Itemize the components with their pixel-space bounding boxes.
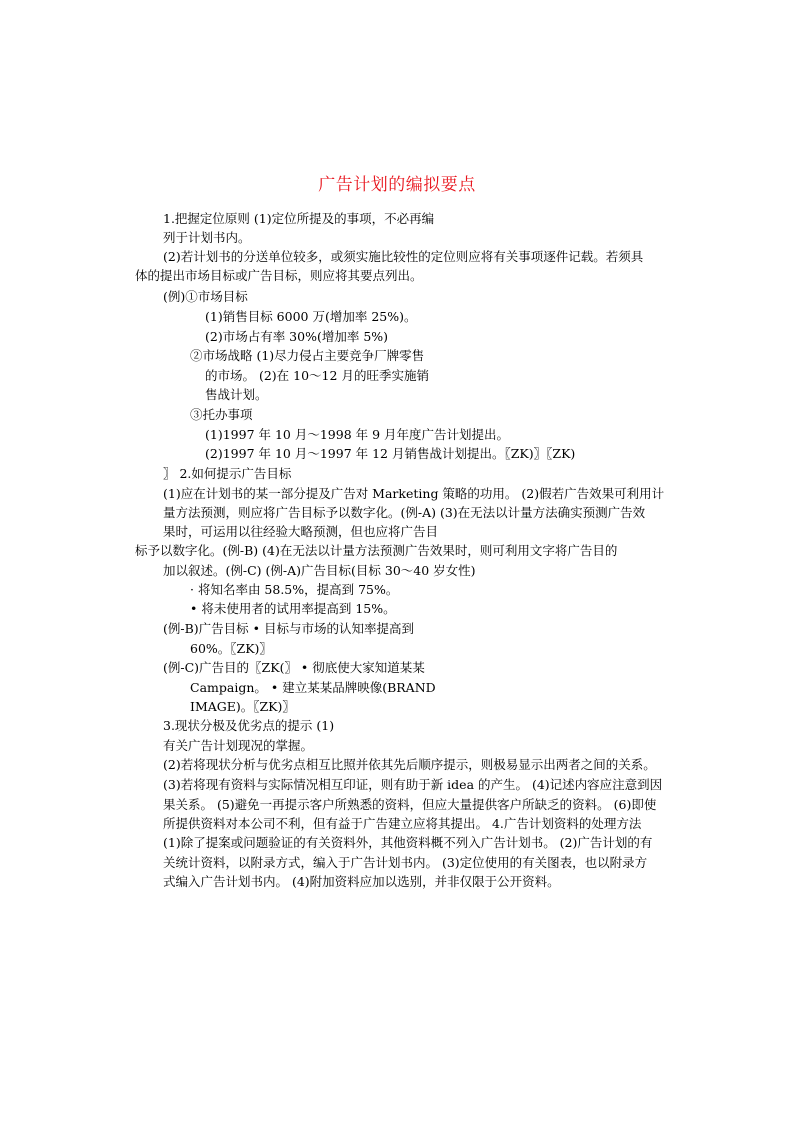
- text-line: (1)销售目标 6000 万(增加率 25%)。: [205, 309, 417, 324]
- text-line: 式编入广告计划书内。 (4)附加资料应加以选别，并非仅限于公开资料。: [163, 874, 560, 889]
- text-line: 〗 2.如何提示广告目标: [163, 466, 292, 481]
- text-line: 加以叙述。(例-C) (例-A)广告目标(目标 30～40 岁女性): [163, 563, 476, 578]
- text-line: (1)应在计划书的某一部分提及广告对 Marketing 策略的功用。 (2)假若广告效果可利用计: [163, 486, 665, 501]
- text-line: 果关系。 (5)避免一再提示客户所熟悉的资料，但应大量提供客户所缺乏的资料。 (6)即使: [163, 797, 657, 812]
- text-line: (例-C)广告目的〖ZK(〗 • 彻底使大家知道某某: [163, 660, 425, 675]
- text-line: (3)若将现有资料与实际情况相互印证，则有助于新 idea 的产生。 (4)记述内容应注意到因: [163, 777, 663, 792]
- text-line: 标予以数字化。(例-B) (4)在无法以计量方法预测广告效果时，则可利用文字将广告目的: [135, 543, 618, 558]
- text-line: (2)1997 年 10 月～1997 年 12 月销售战计划提出。〖ZK)〗〖ZK): [205, 446, 576, 461]
- text-line: Campaign。 • 建立某某品牌映像(BRAND: [190, 680, 436, 695]
- text-line: (例)①市场目标: [163, 289, 248, 304]
- text-line: (2)若计划书的分送单位较多，或须实施比较性的定位则应将有关事项逐件记载。若须具: [163, 249, 644, 264]
- text-line: 量方法预测，则应将广告目标予以数字化。(例-A) (3)在无法以计量方法确实预测广告效: [163, 505, 646, 520]
- text-line: (2)市场占有率 30%(增加率 5%): [205, 329, 389, 344]
- text-line: 列于计划书内。: [163, 230, 251, 245]
- text-line: IMAGE)。〖ZK)〗: [190, 699, 295, 714]
- text-line: · 将知名率由 58.5%，提高到 75%。: [190, 582, 399, 597]
- text-line: 的市场。 (2)在 10～12 月的旺季实施销: [205, 368, 429, 383]
- text-line: (2)若将现状分析与优劣点相互比照并依其先后顺序提示，则极易显示出两者之间的关系。: [163, 757, 656, 772]
- text-line: 体的提出市场目标或广告目标，则应将其要点列出。: [135, 268, 423, 283]
- document-title: 广告计划的编拟要点: [318, 175, 476, 195]
- text-line: ③托办事项: [190, 407, 253, 422]
- text-line: (1)1997 年 10 月～1998 年 9 月年度广告计划提出。: [205, 427, 510, 442]
- text-line: • 将未使用者的试用率提高到 15%。: [190, 601, 396, 616]
- text-line: (例-B)广告目标 • 目标与市场的认知率提高到: [163, 621, 414, 636]
- text-line: 关统计资料，以附录方式，编入于广告计划书内。 (3)定位使用的有关图表，也以附录方: [163, 855, 648, 870]
- text-line: 有关广告计划现况的掌握。: [163, 738, 314, 753]
- text-line: (1)除了提案或问题验证的有关资料外，其他资料概不列入广告计划书。 (2)广告计划的有: [163, 835, 653, 850]
- text-line: 果时，可运用以往经验大略预测，但也应将广告目: [163, 524, 439, 539]
- text-line: 1.把握定位原则 (1)定位所提及的事项，不必再编: [163, 211, 435, 226]
- text-line: 所提供资料对本公司不利，但有益于广告建立应将其提出。 4.广告计划资料的处理方法: [163, 816, 642, 831]
- text-line: ②市场战略 (1)尽力侵占主要竞争厂牌零售: [190, 348, 425, 363]
- text-line: 60%。〖ZK)〗: [190, 641, 272, 656]
- text-line: 3.现状分极及优劣点的提示 (1): [163, 718, 335, 733]
- text-line: 售战计划。: [205, 387, 268, 402]
